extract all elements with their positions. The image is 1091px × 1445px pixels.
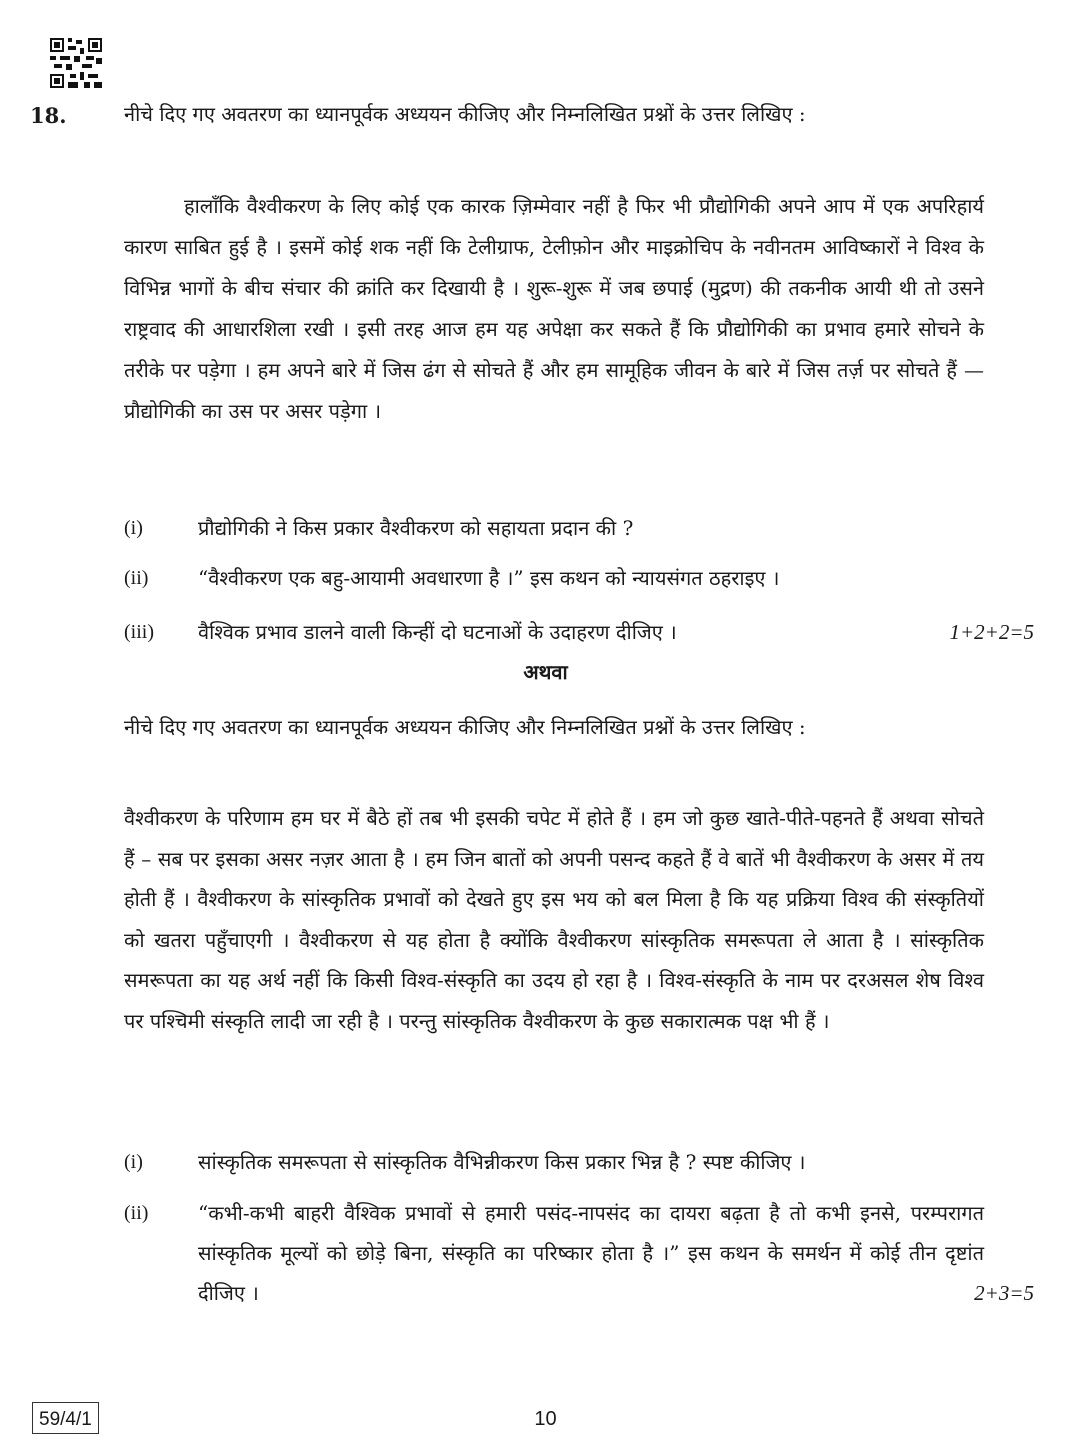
subquestion-text: सांस्कृतिक समरूपता से सांस्कृतिक वैभिन्नीकरण किस प्रकार भिन्न है ? स्पष्ट कीजिए । xyxy=(198,1150,806,1174)
alternative-passage: वैश्वीकरण के परिणाम हम घर में बैठे हों तब भी इसकी चपेट में होते हैं । हम जो कुछ खाते-पीते-पहनते हैं अथवा सोचते हैं – सब पर इसका असर नज़र आता है । हम जिन बातों को अपनी पसन्द कहते हैं वे बातें भी वैश्वीकरण के असर में तय होती हैं । वैश्वीकरण के सांस्कृतिक प्रभावों को देखते हुए इस भय को बल मिला है कि यह प्रक्रिया विश्व की संस्कृतियों को खतरा पहुँचाएगी । वैश्वीकरण से यह होता है क्योंकि वैश्वीकरण सांस्कृतिक समरूपता ले आता है । सांस्कृतिक समरूपता का यह अर्थ नहीं कि किसी विश्व-संस्कृति का उदय हो रहा है । विश्व-संस्कृति के नाम पर दरअसल शेष विश्व पर पश्चिमी संस्कृति लादी जा रही है । परन्तु सांस्कृतिक वैश्वीकरण के कुछ सकारात्मक पक्ष भी हैं । xyxy=(124,806,984,1033)
subquestion-text: प्रौद्योगिकी ने किस प्रकार वैश्वीकरण को सहायता प्रदान की ? xyxy=(198,516,634,540)
question-intro: नीचे दिए गए अवतरण का ध्यानपूर्वक अध्ययन कीजिए और निम्नलिखित प्रश्नों के उत्तर लिखिए : xyxy=(124,102,806,126)
paper-code: 59/4/1 xyxy=(32,1402,99,1434)
subquestion-i xyxy=(124,508,1034,548)
subquestion-number: (i) xyxy=(124,517,143,539)
question-number: 18. xyxy=(30,103,67,128)
qr-code-icon xyxy=(50,38,102,88)
subquestion-number: (ii) xyxy=(124,567,149,589)
page-number: 10 xyxy=(534,1408,557,1430)
marks-distribution: 1+2+2=5 xyxy=(949,620,1034,644)
subquestion-number: (i) xyxy=(124,1151,143,1173)
subquestion-text: “वैश्वीकरण एक बहु-आयामी अवधारणा है ।” इस कथन को न्यायसंगत ठहराइए । xyxy=(198,566,780,590)
subquestion-ii xyxy=(124,558,1034,598)
subquestion-iii xyxy=(124,612,1034,652)
alternative-intro: नीचे दिए गए अवतरण का ध्यानपूर्वक अध्ययन कीजिए और निम्नलिखित प्रश्नों के उत्तर लिखिए : xyxy=(124,715,806,739)
or-separator: अथवा xyxy=(523,660,568,684)
alt-subquestion-ii xyxy=(124,1193,1034,1313)
marks-distribution: 2+3=5 xyxy=(974,1281,1034,1305)
subquestion-number: (ii) xyxy=(124,1202,149,1224)
subquestion-number: (iii) xyxy=(124,621,154,643)
subquestion-text: वैश्विक प्रभाव डालने वाली किन्हीं दो घटनाओं के उदाहरण दीजिए । xyxy=(198,620,677,644)
question-passage: हालाँकि वैश्वीकरण के लिए कोई एक कारक ज़िम्मेवार नहीं है फिर भी प्रौद्योगिकी अपने आप में एक अपरिहार्य कारण साबित हुई है । इसमें कोई शक नहीं कि टेलीग्राफ, टेलीफ़ोन और माइक्रोचिप के नवीनतम आविष्कारों ने विश्व के विभिन्न भागों के बीच संचार की क्रांति कर दिखायी है । शुरू-शुरू में जब छपाई (मुद्रण) की तकनीक आयी थी तो उसने राष्ट्रवाद की आधारशिला रखी । इसी तरह आज हम यह अपेक्षा कर सकते हैं कि प्रौद्योगिकी का प्रभाव हमारे सोचने के तरीके पर पड़ेगा । हम अपने बारे में जिस ढंग से सोचते हैं और हम सामूहिक जीवन के बारे में जिस तर्ज़ पर सोचते हैं — प्रौद्योगिकी का उस पर असर पड़ेगा । xyxy=(124,194,984,423)
alt-subquestion-i xyxy=(124,1142,1034,1182)
subquestion-text: “कभी-कभी बाहरी वैश्विक प्रभावों से हमारी पसंद-नापसंद का दायरा बढ़ता है तो कभी इनसे, परम्परागत सांस्कृतिक मूल्यों को छोड़े बिना, संस्कृति का परिष्कार होता है ।” इस कथन के समर्थन में कोई तीन दृष्टांत दीजिए । xyxy=(198,1201,984,1305)
